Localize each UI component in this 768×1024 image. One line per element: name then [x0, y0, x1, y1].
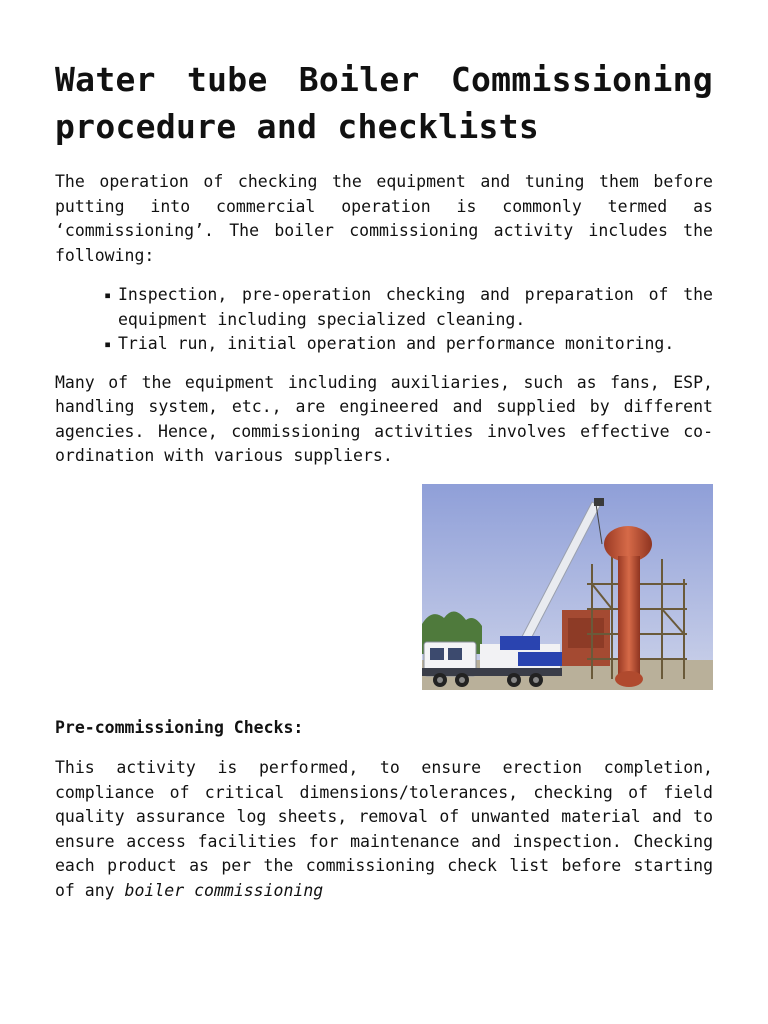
document-page: [55, 56, 713, 918]
document-title: Water tube Boiler Commissioning procedure and checklists: [55, 60, 713, 146]
list-item-text: Inspection, pre-operation checking and preparation of the equipment including specialized cleaning.: [118, 285, 713, 329]
bullet-icon: ▪: [104, 288, 112, 302]
activity-list: [55, 283, 713, 357]
coordination-paragraph: Many of the equipment including auxiliaries, such as fans, ESP, handling system, etc., are engineered and supplied by different agencies. Hence, commissioning activities involves effective co-ordination with various suppliers.: [55, 372, 713, 465]
boiler-erection-photo: [422, 484, 713, 690]
section-paragraph: [55, 756, 713, 903]
section-heading: Pre-commissioning Checks:: [55, 717, 304, 737]
section-body-emphasis: boiler commissioning: [124, 880, 324, 900]
figure: [55, 484, 713, 690]
bullet-icon: ▪: [104, 337, 112, 351]
list-item-text: Trial run, initial operation and performance monitoring.: [118, 334, 675, 353]
list-item: [104, 332, 713, 357]
intro-paragraph: The operation of checking the equipment and tuning them before putting into commercial operation is commonly termed as ‘commissioning’. The boiler commissioning activity includes the following:: [55, 172, 713, 265]
list-item: [104, 283, 713, 332]
section-body-text: This activity is performed, to ensure erection completion, compliance of critical dimensions/tolerances, checking of field quality assurance log sheets, removal of unwanted material and to ensure access facilities for maintenance and inspection. Checking each product as per the commissioning check list before starting of any: [55, 758, 713, 900]
